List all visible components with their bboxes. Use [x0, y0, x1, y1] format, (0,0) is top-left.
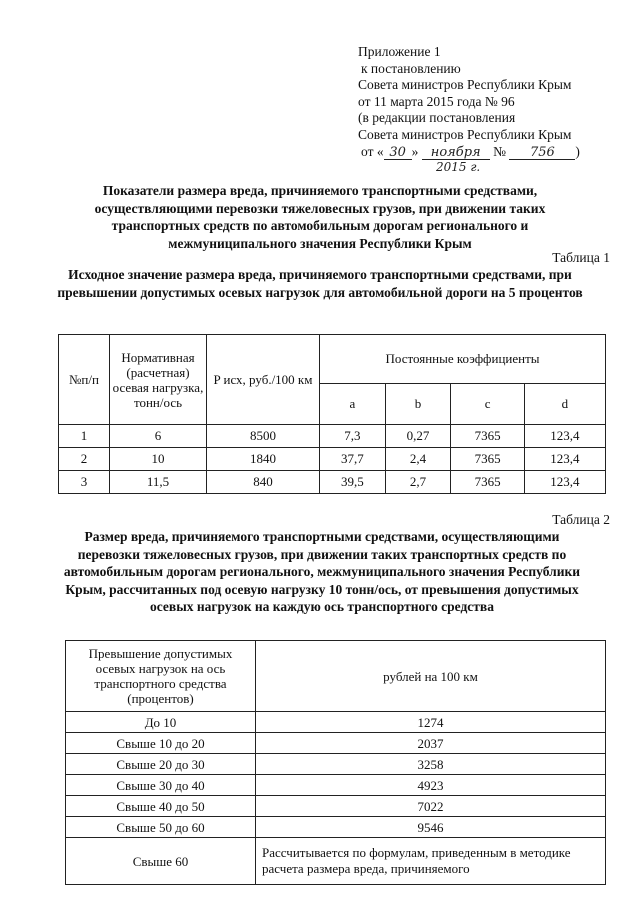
cell: Свыше 30 до 40 — [66, 775, 256, 796]
header-rub: рублей на 100 км — [256, 641, 606, 712]
table-row — [59, 448, 606, 471]
table-row — [66, 712, 606, 733]
cell: 1274 — [256, 712, 606, 733]
cell: 4923 — [256, 775, 606, 796]
cell: 7365 — [451, 448, 524, 471]
appendix-block — [358, 44, 628, 174]
cell: 3258 — [256, 754, 606, 775]
cell: 123,4 — [524, 425, 605, 448]
cell: 1 — [59, 425, 110, 448]
cell: 0,27 — [385, 425, 451, 448]
cell: 8500 — [207, 425, 320, 448]
header-excess: Превышение допустимых осевых нагрузок на ось транспортного средства (процентов) — [66, 641, 256, 712]
table-row — [66, 838, 606, 885]
cell: 123,4 — [524, 448, 605, 471]
table1-title: Исходное значение размера вреда, причиняемого транспортными средствами, при превышении допустимых осевых нагрузок для автомобильной дороги на 5 процентов — [57, 267, 583, 300]
cell: 37,7 — [320, 448, 386, 471]
table2 — [65, 640, 606, 885]
handwritten-number: 756 — [509, 146, 575, 160]
cell: 2,4 — [385, 448, 451, 471]
header-coefficients: Постоянные коэффициенты — [320, 335, 606, 384]
appendix-line: Совета министров Республики Крым — [358, 126, 572, 142]
table-row — [59, 471, 606, 494]
cell: До 10 — [66, 712, 256, 733]
table-row — [66, 775, 606, 796]
table-row — [66, 796, 606, 817]
appendix-line: (в редакции постановления — [358, 110, 516, 126]
cell: 2,7 — [385, 471, 451, 494]
header-num: №п/п — [59, 335, 110, 425]
table-row — [59, 425, 606, 448]
handwritten-year: 2015 г. — [436, 159, 481, 174]
cell: Свыше 60 — [66, 838, 256, 885]
cell: 3 — [59, 471, 110, 494]
handwritten-date-line — [358, 143, 628, 174]
cell: Свыше 50 до 60 — [66, 817, 256, 838]
cell: 11,5 — [110, 471, 207, 494]
appendix-line: Совета министров Республики Крым — [358, 77, 572, 93]
appendix-text: ) — [575, 143, 580, 159]
cell: Свыше 20 до 30 — [66, 754, 256, 775]
header-b: b — [385, 384, 451, 425]
main-title: Показатели размера вреда, причиняемого транспортными средствами, осуществляющими перевозки тяжеловесных грузов, при движении таких транспортных средств по автомобильным дорогам регионального и межмуниципального значения Республики Крым — [94, 183, 546, 251]
cell: 7022 — [256, 796, 606, 817]
handwritten-day: 30 — [384, 146, 412, 160]
appendix-line: к постановлению — [361, 60, 461, 76]
table2-title: Размер вреда, причиняемого транспортными средствами, осуществляющими перевозки тяжеловесных грузов, при движении таких транспортных средств по автомобильным дорогам регионального, межмуниципального значения Республики Крым, рассчитанных под осевую нагрузку 10 тонн/ось, от превышения допустимых осевых нагрузок на каждую ось транспортного средства — [63, 529, 581, 614]
appendix-text: № — [493, 143, 506, 159]
cell: Свыше 10 до 20 — [66, 733, 256, 754]
appendix-line: от 11 марта 2015 года № 96 — [358, 93, 515, 109]
cell: 123,4 — [524, 471, 605, 494]
cell: 6 — [110, 425, 207, 448]
cell: Рассчитывается по формулам, приведенным в методике расчета размера вреда, причиняемого — [256, 838, 606, 885]
cell: 1840 — [207, 448, 320, 471]
appendix-text: от « — [361, 143, 384, 159]
cell: 7365 — [451, 471, 524, 494]
cell: 39,5 — [320, 471, 386, 494]
table-row — [66, 817, 606, 838]
cell: 7,3 — [320, 425, 386, 448]
cell: 10 — [110, 448, 207, 471]
table-row — [66, 754, 606, 775]
cell: 7365 — [451, 425, 524, 448]
header-load: Нормативная (расчетная) осевая нагрузка, тонн/ось — [110, 335, 207, 425]
table1 — [58, 334, 606, 494]
cell: 9546 — [256, 817, 606, 838]
header-p-init: P исх, руб./100 км — [207, 335, 320, 425]
cell: 2037 — [256, 733, 606, 754]
table2-label: Таблица 2 — [552, 512, 610, 527]
header-d: d — [524, 384, 605, 425]
header-c: c — [451, 384, 524, 425]
table1-label: Таблица 1 — [552, 250, 610, 265]
table-row — [66, 733, 606, 754]
handwritten-month: ноября — [422, 146, 490, 160]
appendix-line: Приложение 1 — [358, 44, 441, 59]
cell: 2 — [59, 448, 110, 471]
appendix-text: » — [411, 143, 419, 159]
header-a: a — [320, 384, 386, 425]
cell: Свыше 40 до 50 — [66, 796, 256, 817]
cell: 840 — [207, 471, 320, 494]
